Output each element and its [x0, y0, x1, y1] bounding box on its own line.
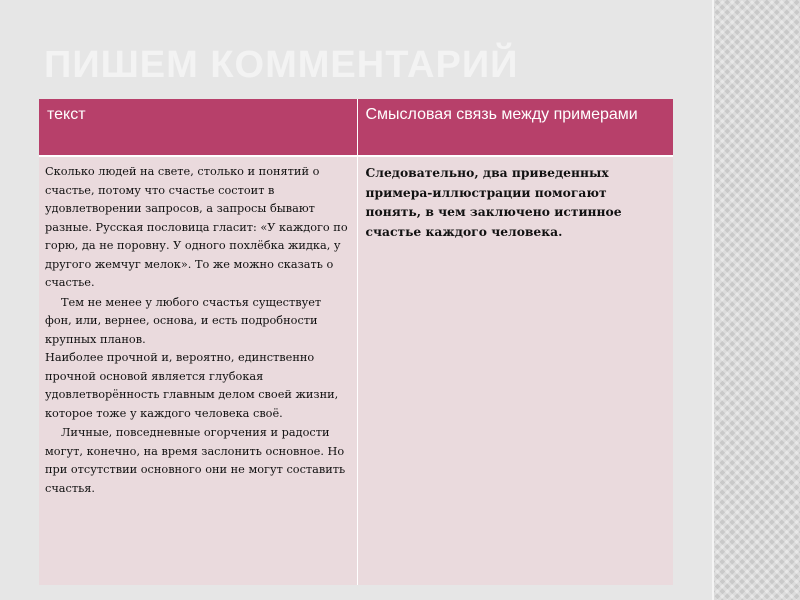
table-header-row	[39, 99, 673, 156]
header-connection-column: Смысловая связь между примерами	[357, 99, 673, 156]
decorative-pattern-sidebar	[714, 0, 800, 600]
text-paragraph: Личные, повседневные огорчения и радости могут, конечно, на время заслонить основное. Но при отсутствии основного они не могут составить счастья.	[45, 426, 346, 495]
slide-title: ПИШЕМ КОММЕНТАРИЙ	[44, 44, 519, 86]
text-paragraph: Тем не менее у любого счастья существует фон, или, вернее, основа, и есть подробности крупных планов.	[45, 295, 322, 346]
header-text-column: текст	[39, 99, 357, 156]
comment-table	[39, 99, 673, 585]
text-paragraph: Сколько людей на свете, столько и понятий о счастье, потому что счастье состоит в удовлетворении запросов, а запросы бывают разные. Русская пословица гласит: «У каждого по горю, да не поровну. У одного похлёбка жидка, у другого жемчуг мелок». То же можно сказать о счастье.	[45, 165, 348, 289]
text-cell	[39, 156, 357, 585]
table-row	[39, 156, 673, 585]
connection-cell: Следовательно, два приведенных примера-иллюстрации помогают понять, в чем заключено истинное счастье каждого человека.	[357, 156, 673, 585]
text-paragraph: Наиболее прочной и, вероятно, единственно прочной основой является глубокая удовлетворённость главным делом своей жизни, которое тоже у каждого человека своё.	[45, 351, 339, 420]
